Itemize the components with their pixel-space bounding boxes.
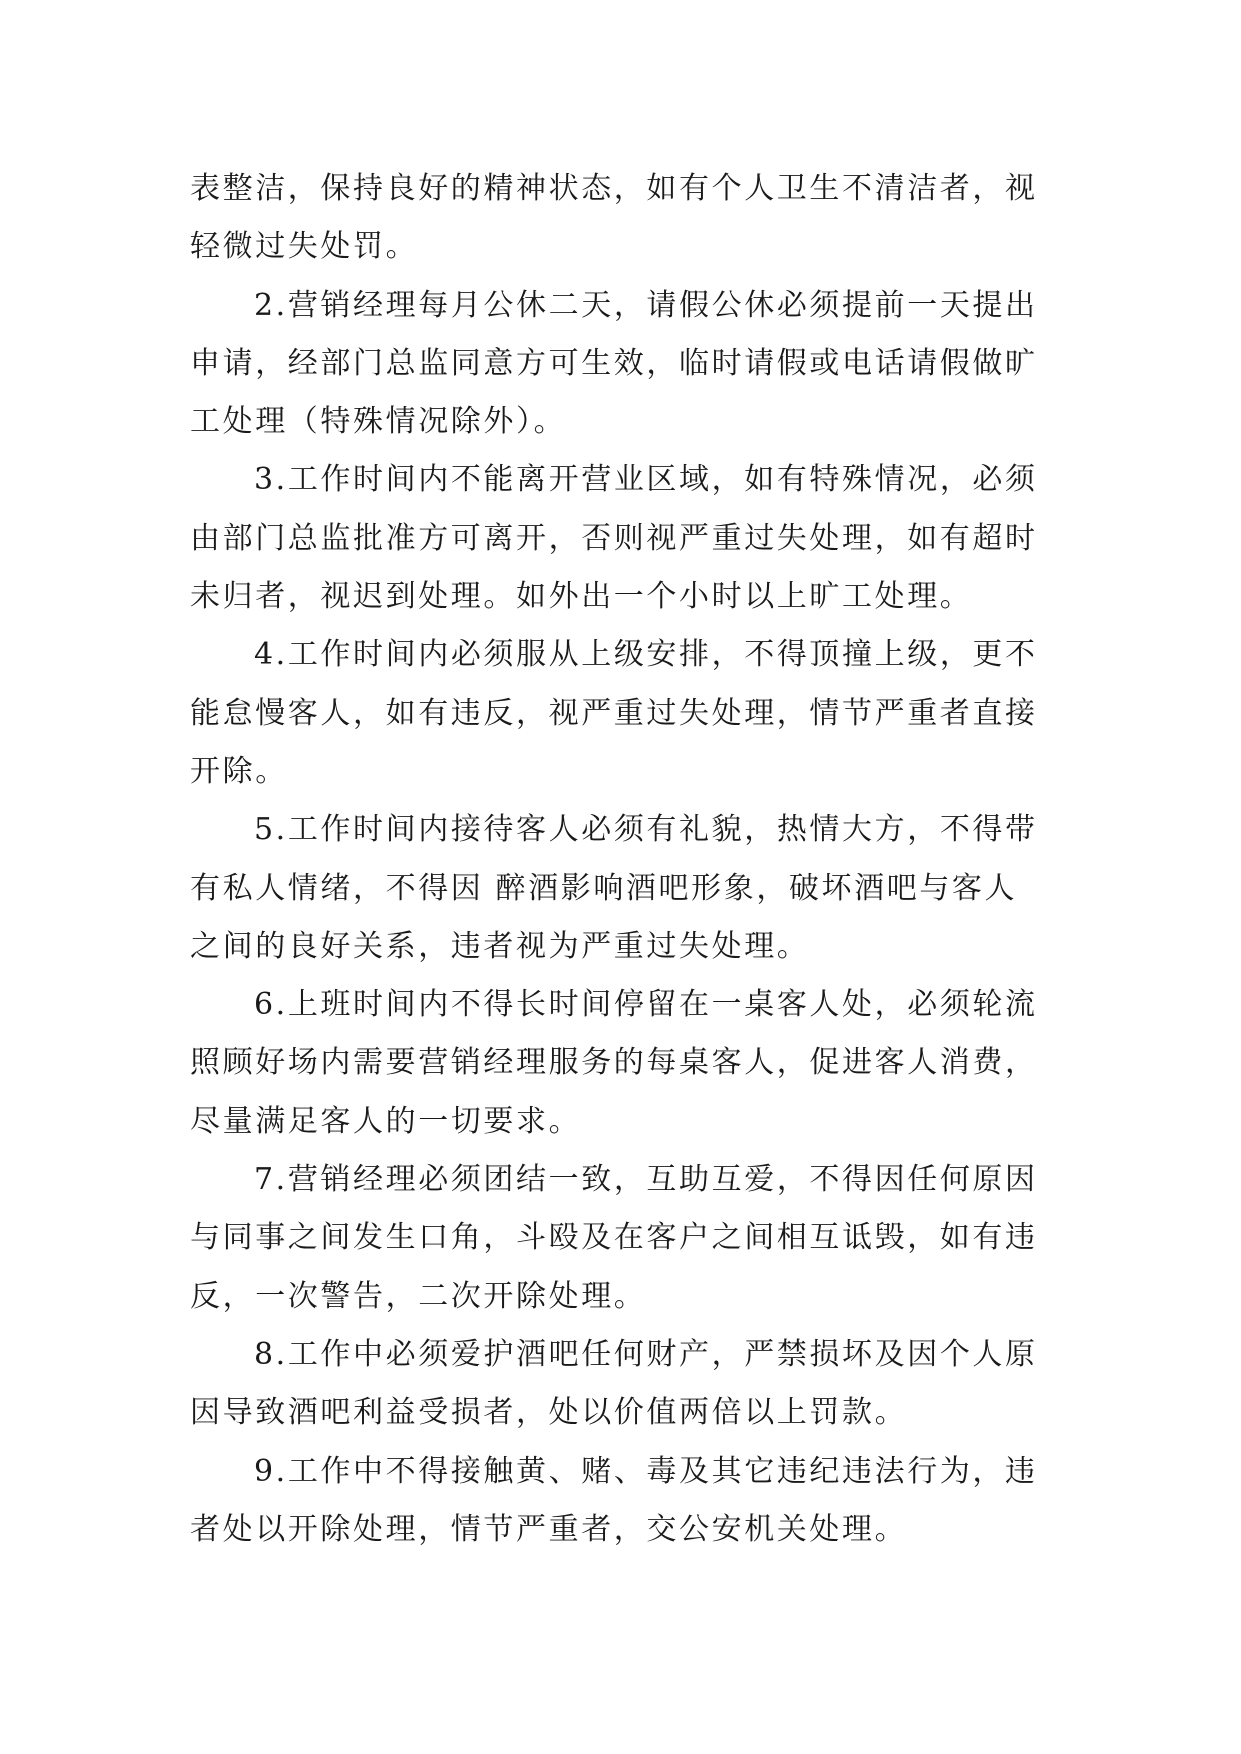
paragraph-line: 照顾好场内需要营销经理服务的每桌客人，促进客人消费， <box>190 1045 1038 1081</box>
paragraph-line: 申请，经部门总监同意方可生效，临时请假或电话请假做旷 <box>190 345 1038 381</box>
paragraph-line: 开除。 <box>190 753 288 789</box>
paragraph-first-line: 2.营销经理每月公休二天，请假公休必须提前一天提出 <box>254 287 1038 323</box>
paragraph-line: 与同事之间发生口角，斗殴及在客户之间相互诋毁，如有违 <box>190 1220 1038 1256</box>
paragraph-line: 者处以开除处理，情节严重者，交公安机关处理。 <box>190 1511 908 1547</box>
paragraph-line: 尽量满足客人的一切要求。 <box>190 1103 582 1139</box>
paragraph-line: 由部门总监批准方可离开，否则视严重过失处理，如有超时 <box>190 520 1038 556</box>
paragraph-first-line: 5.工作时间内接待客人必须有礼貌，热情大方，不得带 <box>254 812 1038 848</box>
paragraph-line: 未归者，视迟到处理。如外出一个小时以上旷工处理。 <box>190 579 973 615</box>
paragraph-line: 有私人情绪，不得因 醉酒影响酒吧形象，破坏酒吧与客人 <box>190 870 1018 906</box>
paragraph-line: 反，一次警告，二次开除处理。 <box>190 1278 647 1314</box>
document-body <box>190 160 1050 1559</box>
paragraph-first-line: 6.上班时间内不得长时间停留在一桌客人处，必须轮流 <box>254 987 1038 1023</box>
paragraph-line: 因导致酒吧利益受损者，处以价值两倍以上罚款。 <box>190 1395 908 1431</box>
paragraph-first-line: 8.工作中必须爱护酒吧任何财产，严禁损坏及因个人原 <box>254 1336 1038 1372</box>
paragraph-first-line: 3.工作时间内不能离开营业区域，如有特殊情况，必须 <box>254 462 1038 498</box>
paragraph-line: 之间的良好关系，违者视为严重过失处理。 <box>190 928 810 964</box>
paragraph-line: 表整洁，保持良好的精神状态，如有个人卫生不清洁者，视 <box>190 171 1038 206</box>
paragraph-first-line: 4.工作时间内必须服从上级安排，不得顶撞上级，更不 <box>254 637 1038 673</box>
paragraph-first-line: 9.工作中不得接触黄、赌、毒及其它违纪违法行为，违 <box>254 1453 1038 1489</box>
paragraph-line: 能怠慢客人，如有违反，视严重过失处理，情节严重者直接 <box>190 695 1038 731</box>
paragraph-line: 工处理（特殊情况除外）。 <box>190 404 567 440</box>
paragraph-line: 轻微过失处罚。 <box>190 229 419 265</box>
paragraph-first-line: 7.营销经理必须团结一致，互助互爱，不得因任何原因 <box>254 1162 1038 1198</box>
